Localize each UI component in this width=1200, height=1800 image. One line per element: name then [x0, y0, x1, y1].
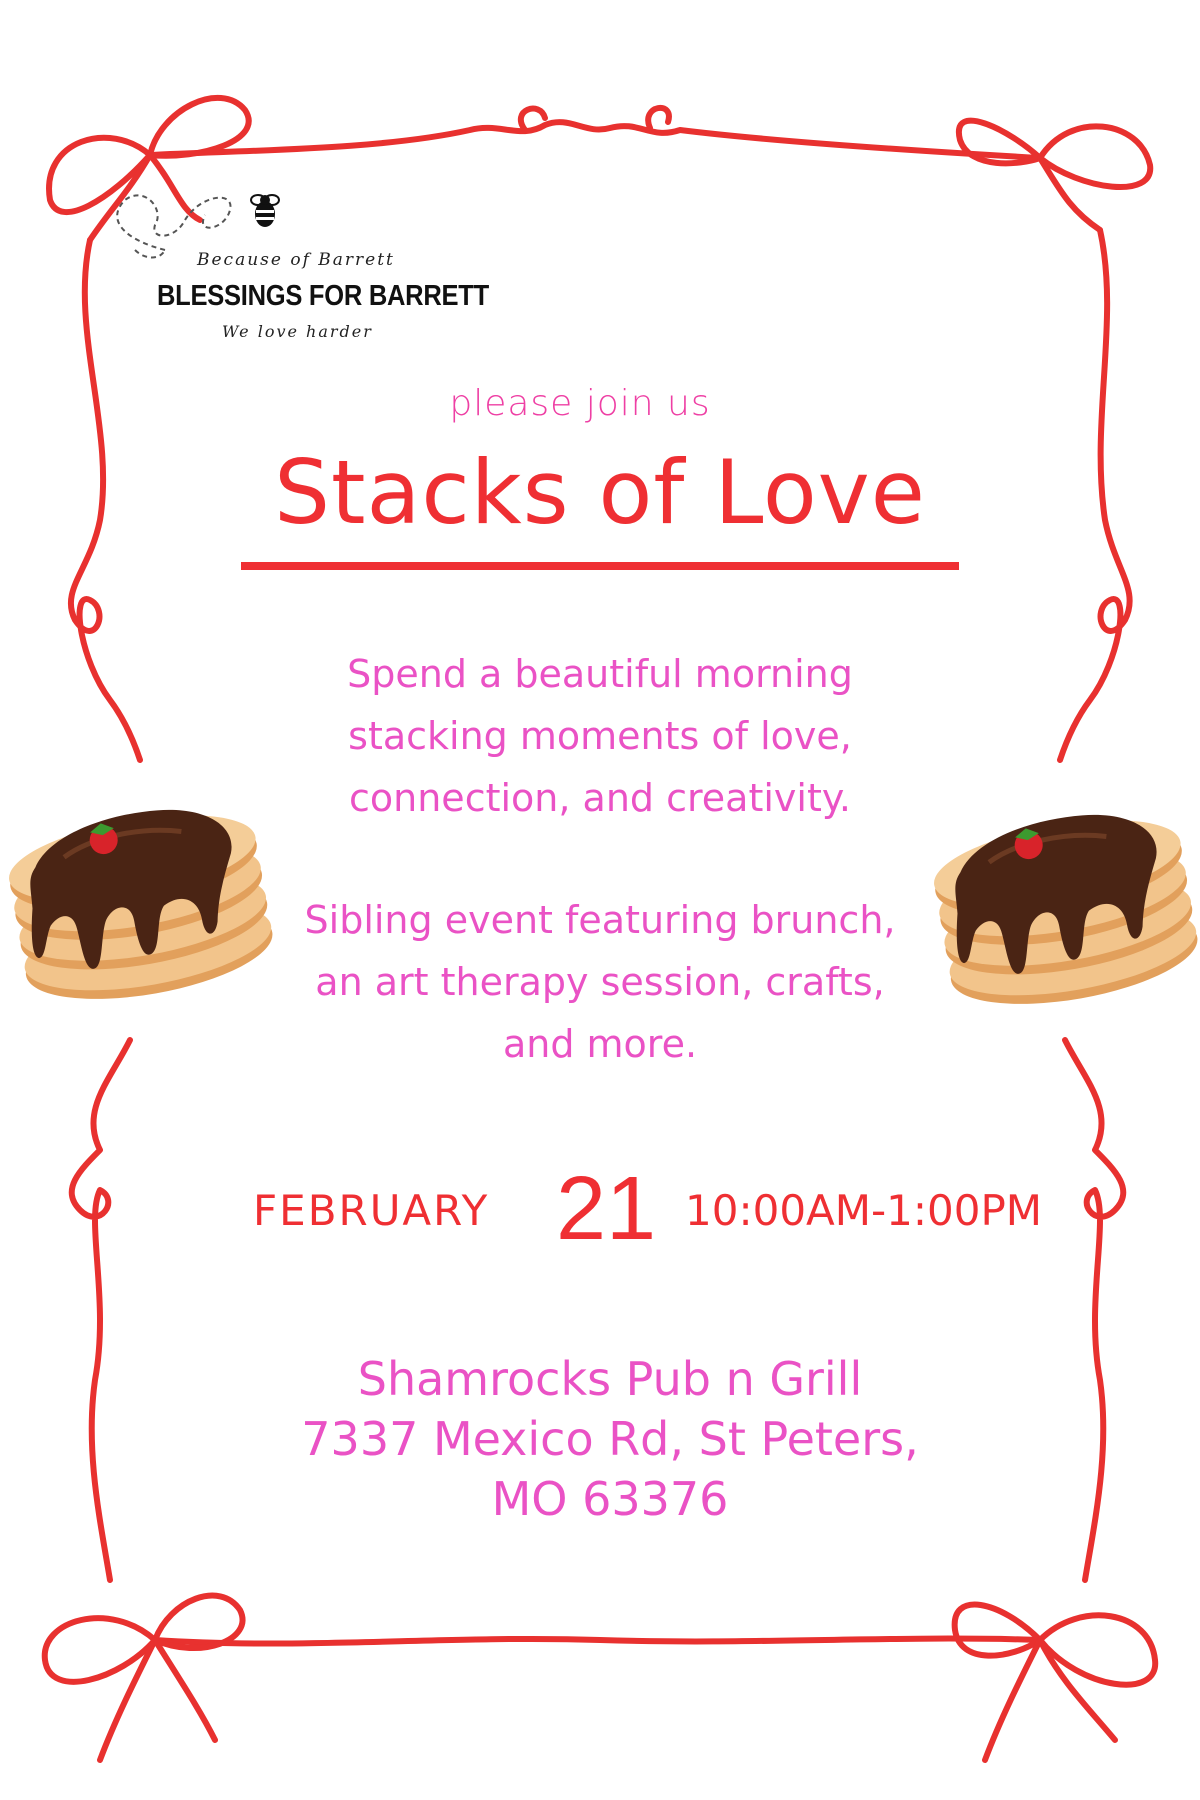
description-line: stacking moments of love, — [348, 714, 852, 758]
description-intro — [230, 643, 970, 829]
title-underline — [241, 562, 959, 570]
description-line: Spend a beautiful morning — [347, 652, 853, 696]
pancake-stack-icon — [0, 750, 275, 1020]
logo-name: BLESSINGS FOR BARRETT — [157, 280, 489, 312]
venue-block — [280, 1349, 940, 1529]
invite-text: please join us — [449, 383, 711, 424]
event-day: 21 — [556, 1159, 657, 1259]
pancake-stack-icon — [925, 755, 1200, 1025]
description-line: and more. — [502, 1022, 698, 1066]
venue-name: Shamrocks Pub n Grill — [357, 1352, 863, 1406]
description-line: connection, and creativity. — [349, 776, 851, 820]
logo-tagline-top: Because of Barrett — [197, 250, 395, 270]
event-month: FEBRUARY — [253, 1186, 490, 1235]
venue-address-line: 7337 Mexico Rd, St Peters, — [301, 1412, 919, 1466]
event-title: Stacks of Love — [274, 441, 926, 544]
description-line: an art therapy session, crafts, — [315, 960, 885, 1004]
description-line: Sibling event featuring brunch, — [304, 898, 896, 942]
logo-tagline-bottom: We love harder — [222, 322, 373, 341]
venue-address-line: MO 63376 — [491, 1472, 729, 1526]
organization-logo — [105, 180, 489, 350]
description-details — [230, 889, 970, 1075]
event-time: 10:00AM-1:00PM — [685, 1186, 1043, 1235]
